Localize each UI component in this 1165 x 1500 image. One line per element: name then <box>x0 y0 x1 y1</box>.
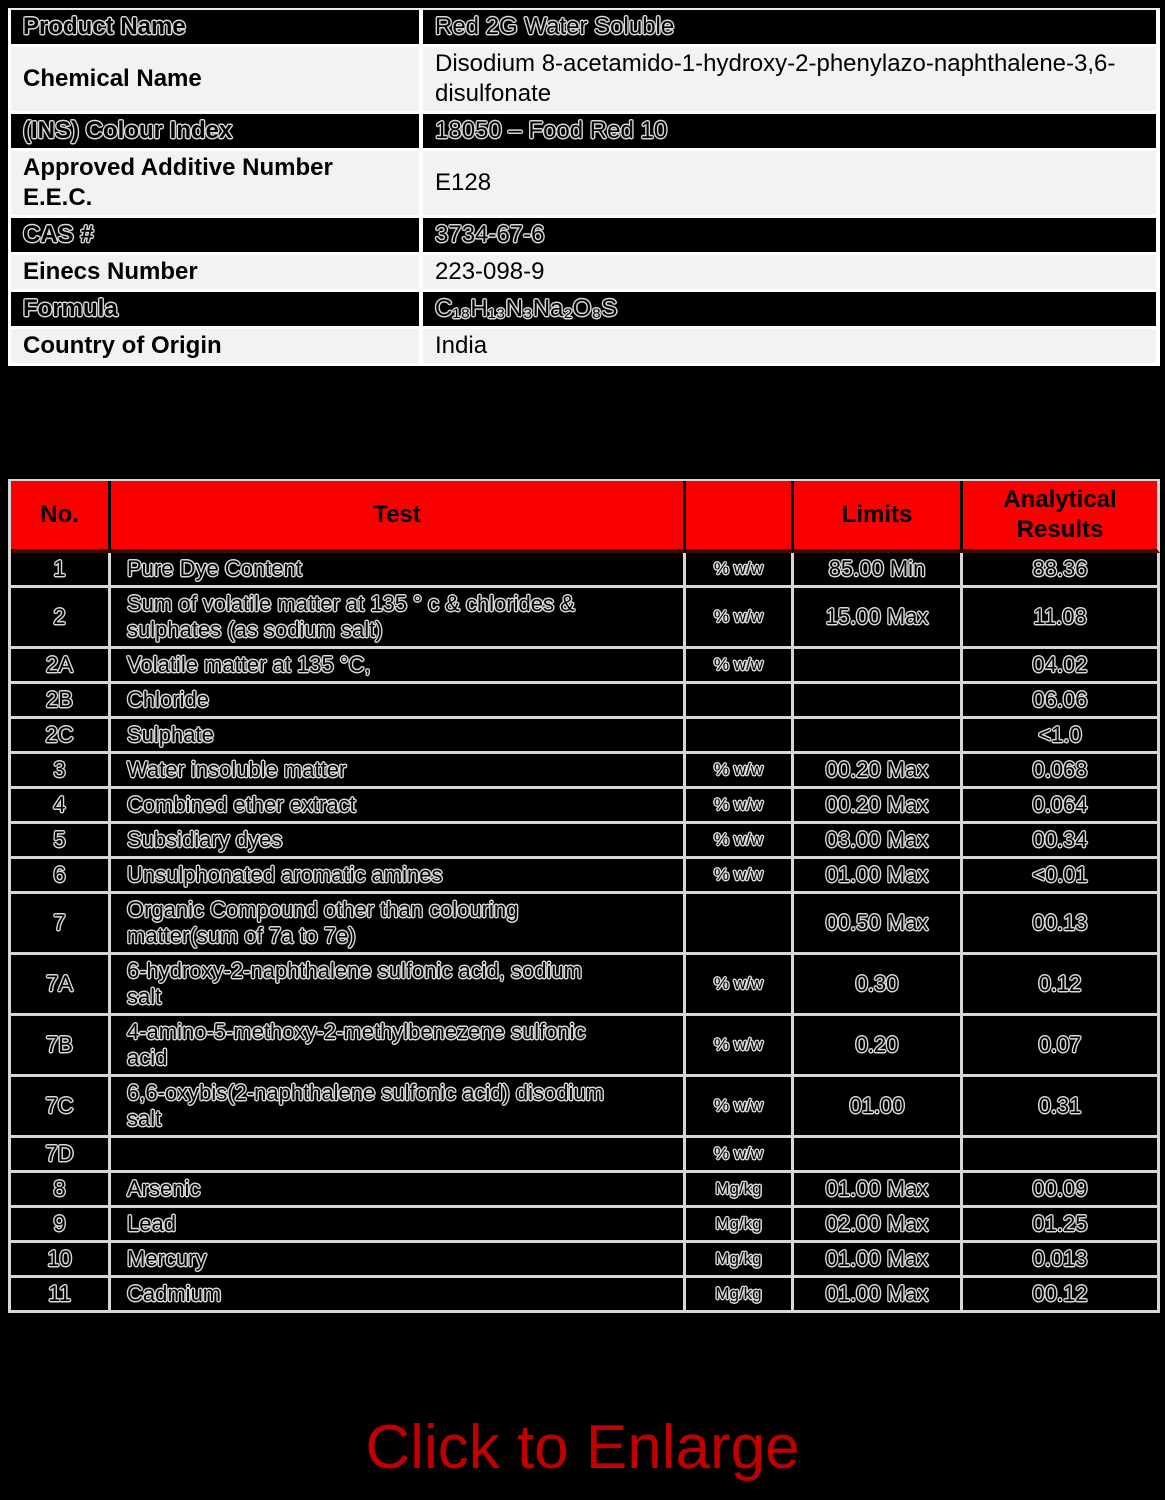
test-cell-test: Sum of volatile matter at 135 ° c & chlorides & sulphates (as sodium salt) <box>111 588 686 649</box>
test-cell-unit: % w/w <box>686 824 794 859</box>
test-cell-test: 6-hydroxy-2-naphthalene sulfonic acid, sodium salt <box>111 955 686 1016</box>
test-cell-no: 7 <box>11 894 111 955</box>
test-cell-test: Combined ether extract <box>111 789 686 824</box>
test-cell-test: Subsidiary dyes <box>111 824 686 859</box>
test-cell-test: Water insoluble matter <box>111 754 686 789</box>
test-cell-no: 3 <box>11 754 111 789</box>
header-limits: Limits <box>794 481 963 553</box>
info-value: India <box>423 329 1160 366</box>
info-value: 3734-67-6 <box>423 218 1160 255</box>
test-cell-result: 00.34 <box>963 824 1160 859</box>
test-row <box>11 684 1160 719</box>
test-cell-unit: % w/w <box>686 789 794 824</box>
info-value: 18050 – Food Red 10 <box>423 114 1160 151</box>
test-cell-result: 0.12 <box>963 955 1160 1016</box>
test-row <box>11 754 1160 789</box>
test-cell-unit: % w/w <box>686 588 794 649</box>
test-cell-test: Sulphate <box>111 719 686 754</box>
test-cell-unit: Mg/kg <box>686 1173 794 1208</box>
info-row <box>11 218 1160 255</box>
test-cell-limit: 01.00 Max <box>794 1173 963 1208</box>
test-row <box>11 649 1160 684</box>
info-row <box>11 255 1160 292</box>
test-cell-limit <box>794 649 963 684</box>
header-unit <box>686 481 794 553</box>
test-row <box>11 955 1160 1016</box>
test-cell-limit: 02.00 Max <box>794 1208 963 1243</box>
info-row <box>11 329 1160 366</box>
test-cell-limit <box>794 684 963 719</box>
test-cell-limit: 0.30 <box>794 955 963 1016</box>
test-cell-result: 88.36 <box>963 553 1160 588</box>
info-row <box>11 10 1160 47</box>
test-cell-no: 10 <box>11 1243 111 1278</box>
info-label: Formula <box>11 292 423 329</box>
test-row <box>11 719 1160 754</box>
test-cell-no: 11 <box>11 1278 111 1313</box>
test-cell-unit: % w/w <box>686 955 794 1016</box>
test-cell-result: 0.013 <box>963 1243 1160 1278</box>
test-cell-test: Lead <box>111 1208 686 1243</box>
info-value: Red 2G Water Soluble <box>423 10 1160 47</box>
test-cell-unit <box>686 894 794 955</box>
test-cell-test: Volatile matter at 135 °C, <box>111 649 686 684</box>
test-cell-limit: 85.00 Min <box>794 553 963 588</box>
header-no: No. <box>11 481 111 553</box>
test-cell-no: 8 <box>11 1173 111 1208</box>
test-cell-unit: % w/w <box>686 649 794 684</box>
info-label: Product Name <box>11 10 423 47</box>
test-cell-result: 11.08 <box>963 588 1160 649</box>
test-cell-no: 7D <box>11 1138 111 1173</box>
test-cell-unit <box>686 719 794 754</box>
test-cell-unit: Mg/kg <box>686 1278 794 1313</box>
test-cell-unit: Mg/kg <box>686 1208 794 1243</box>
test-cell-result: 00.12 <box>963 1278 1160 1313</box>
test-row <box>11 553 1160 588</box>
test-cell-result: 0.07 <box>963 1016 1160 1077</box>
test-cell-limit <box>794 1138 963 1173</box>
test-cell-result: 04.02 <box>963 649 1160 684</box>
info-row <box>11 114 1160 151</box>
info-label: Approved Additive Number E.E.C. <box>11 151 423 218</box>
test-cell-unit: % w/w <box>686 1138 794 1173</box>
info-label: Einecs Number <box>11 255 423 292</box>
test-cell-unit: % w/w <box>686 1077 794 1138</box>
click-to-enlarge-link[interactable]: Click to Enlarge <box>365 1413 800 1482</box>
info-label: Chemical Name <box>11 47 423 114</box>
page <box>0 8 1165 1500</box>
test-cell-test: Cadmium <box>111 1278 686 1313</box>
test-cell-no: 2B <box>11 684 111 719</box>
test-cell-limit: 0.20 <box>794 1016 963 1077</box>
test-cell-result: 00.13 <box>963 894 1160 955</box>
product-info-table <box>8 8 1160 366</box>
test-cell-no: 2A <box>11 649 111 684</box>
test-row <box>11 859 1160 894</box>
test-cell-result: <0.01 <box>963 859 1160 894</box>
info-row <box>11 151 1160 218</box>
header-test: Test <box>111 481 686 553</box>
info-value: E128 <box>423 151 1160 218</box>
test-cell-limit: 00.20 Max <box>794 789 963 824</box>
test-table-header-row <box>11 481 1160 553</box>
test-cell-limit: 03.00 Max <box>794 824 963 859</box>
info-value: 223-098-9 <box>423 255 1160 292</box>
test-row <box>11 1138 1160 1173</box>
test-cell-test: Pure Dye Content <box>111 553 686 588</box>
info-table-body <box>11 10 1160 366</box>
info-label: Country of Origin <box>11 329 423 366</box>
test-cell-result: 0.068 <box>963 754 1160 789</box>
test-row <box>11 588 1160 649</box>
test-cell-test: Organic Compound other than colouring matter(sum of 7a to 7e) <box>111 894 686 955</box>
test-cell-limit: 00.20 Max <box>794 754 963 789</box>
test-cell-limit <box>794 719 963 754</box>
test-row <box>11 1016 1160 1077</box>
test-cell-test: 4-amino-5-methoxy-2-methylbenezene sulfonic acid <box>111 1016 686 1077</box>
test-cell-unit: Mg/kg <box>686 1243 794 1278</box>
test-cell-test: 6,6-oxybis(2-naphthalene sulfonic acid) disodium salt <box>111 1077 686 1138</box>
test-cell-result: 0.31 <box>963 1077 1160 1138</box>
test-cell-test: Mercury <box>111 1243 686 1278</box>
test-cell-test: Arsenic <box>111 1173 686 1208</box>
test-cell-no: 4 <box>11 789 111 824</box>
test-cell-unit: % w/w <box>686 859 794 894</box>
test-row <box>11 1173 1160 1208</box>
test-cell-no: 2 <box>11 588 111 649</box>
test-cell-no: 7C <box>11 1077 111 1138</box>
test-cell-limit: 01.00 Max <box>794 1278 963 1313</box>
test-row <box>11 824 1160 859</box>
test-cell-limit: 00.50 Max <box>794 894 963 955</box>
test-cell-limit: 15.00 Max <box>794 588 963 649</box>
info-value: Disodium 8-acetamido-1-hydroxy-2-phenylazo-naphthalene-3,6-disulfonate <box>423 47 1160 114</box>
footer <box>0 1413 1165 1483</box>
test-cell-no: 1 <box>11 553 111 588</box>
test-cell-limit: 01.00 <box>794 1077 963 1138</box>
info-label: CAS # <box>11 218 423 255</box>
header-analytical-results: Analytical Results <box>963 481 1160 553</box>
test-cell-test: Unsulphonated aromatic amines <box>111 859 686 894</box>
info-label: (INS) Colour Index <box>11 114 423 151</box>
test-cell-no: 2C <box>11 719 111 754</box>
test-cell-unit: % w/w <box>686 1016 794 1077</box>
test-row <box>11 1077 1160 1138</box>
test-row <box>11 894 1160 955</box>
test-cell-unit: % w/w <box>686 553 794 588</box>
test-results-table <box>8 479 1160 1313</box>
test-cell-limit: 01.00 Max <box>794 859 963 894</box>
test-cell-test <box>111 1138 686 1173</box>
test-cell-no: 6 <box>11 859 111 894</box>
info-row <box>11 292 1160 329</box>
test-row <box>11 789 1160 824</box>
test-cell-result: <1.0 <box>963 719 1160 754</box>
test-cell-no: 9 <box>11 1208 111 1243</box>
info-row <box>11 47 1160 114</box>
test-cell-no: 7A <box>11 955 111 1016</box>
test-cell-result: 00.09 <box>963 1173 1160 1208</box>
test-row <box>11 1243 1160 1278</box>
test-cell-result <box>963 1138 1160 1173</box>
test-cell-result: 0.064 <box>963 789 1160 824</box>
test-cell-unit: % w/w <box>686 754 794 789</box>
test-cell-result: 06.06 <box>963 684 1160 719</box>
test-row <box>11 1208 1160 1243</box>
test-cell-result: 01.25 <box>963 1208 1160 1243</box>
test-cell-test: Chloride <box>111 684 686 719</box>
test-cell-no: 7B <box>11 1016 111 1077</box>
test-table-body <box>11 553 1160 1313</box>
test-cell-no: 5 <box>11 824 111 859</box>
test-row <box>11 1278 1160 1313</box>
info-value: C₁₈H₁₃N₃Na₂O₈S <box>423 292 1160 329</box>
test-cell-unit <box>686 684 794 719</box>
test-cell-limit: 01.00 Max <box>794 1243 963 1278</box>
